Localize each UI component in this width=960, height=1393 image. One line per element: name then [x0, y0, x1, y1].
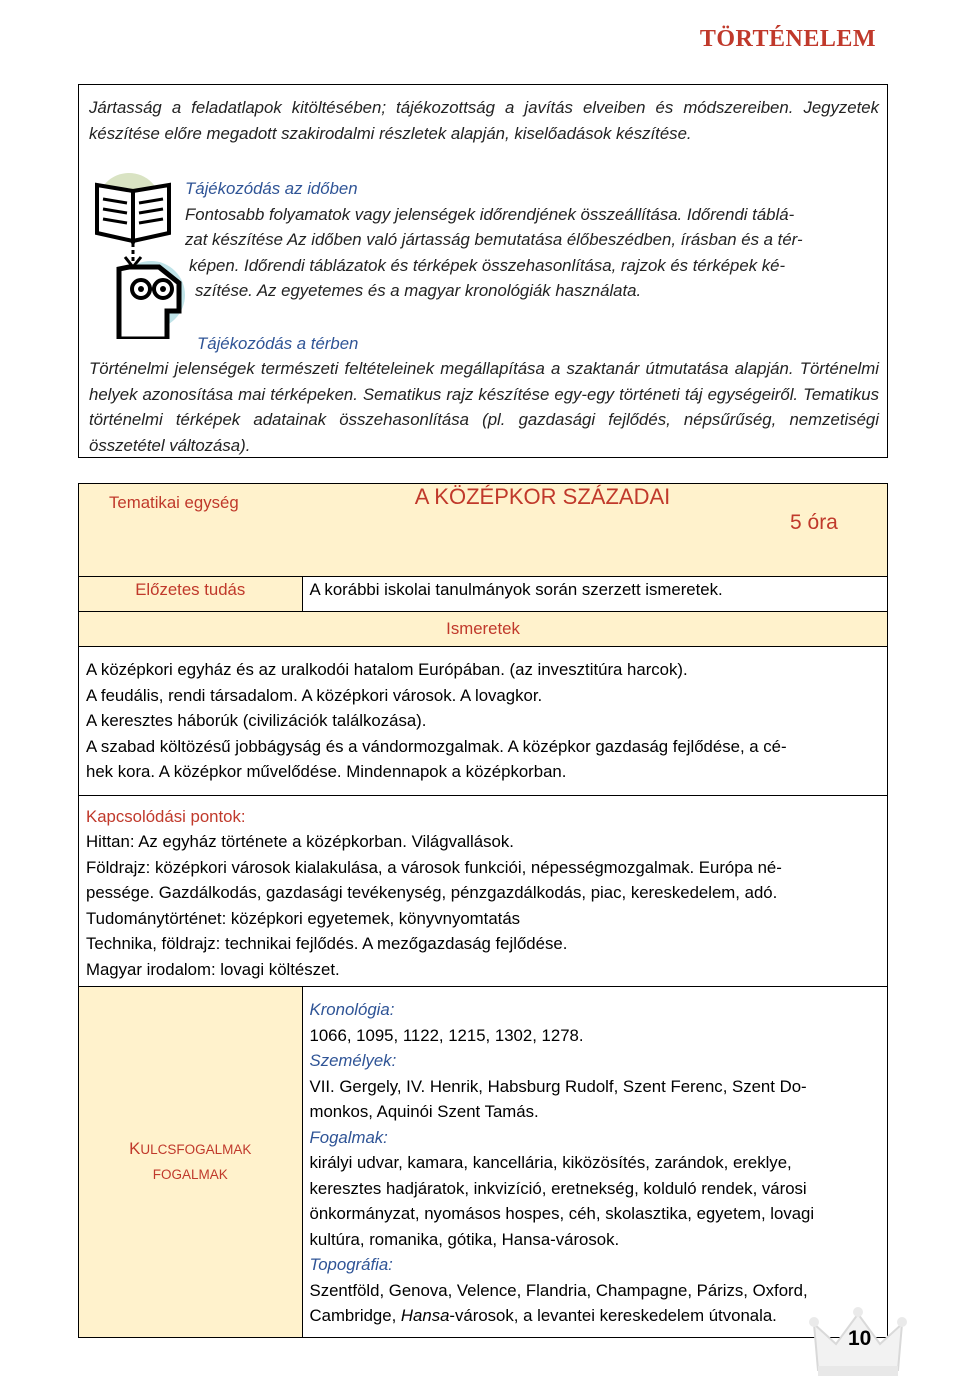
unit-label: Tematikai egység: [79, 484, 303, 577]
concepts-sub-label: Fogalmak:: [309, 1127, 388, 1147]
text-line: képen. Időrendi táblázatok és térképek összehasonlítása, rajzok és térképek ké-: [189, 256, 786, 275]
knowledge-header-row: [79, 612, 888, 647]
text-line: szítése. Az egyetemes és a magyar kronológiák használata.: [195, 281, 642, 300]
text-span: -városok, a levantei kereskedelem útvonala.: [449, 1306, 777, 1325]
list-item: A szabad költözésű jobbágyság és a vándormozgalmak. A középkor gazdaság fejlődése, a cé-: [86, 736, 787, 756]
unit-title: A KÖZÉPKOR SZÁZADAI: [302, 484, 783, 577]
text-line: zat készítése Az időben való jártasság bemutatása élőbeszédben, írásban és a tér-: [185, 230, 803, 249]
list-item: királyi udvar, kamara, kancellária, kiközösítés, zarándok, ereklye,: [309, 1153, 792, 1172]
prior-label: Előzetes tudás: [79, 577, 303, 612]
list-item: kultúra, romanika, gótika, Hansa-városok.: [309, 1229, 620, 1249]
skills-box: [78, 84, 888, 458]
knowledge-label: Ismeretek: [79, 612, 888, 647]
text-span-italic: Hansa: [400, 1306, 450, 1325]
key-label-initial: K: [129, 1138, 141, 1158]
chronology-label: Kronológia:: [309, 1000, 395, 1019]
list-item: Szentföld, Genova, Velence, Flandria, Champagne, Párizs, Oxford,: [309, 1280, 808, 1300]
section-space-body: Történelmi jelenségek természeti feltételeinek megállapítása a szaktanár útmutatása alapján. Történelmi helyek azonosítása mai térképeken. Sematikus rajz készítése egy-egy történeti táj egységeiről. Tematikus történelmi térképek adatainak összehasonlítása (pl. gazdasági fejlődés, népsűrűség, nemzetiségi összetétel változása).: [89, 359, 879, 455]
text-span: Cambridge,: [309, 1306, 401, 1325]
prior-knowledge-row: [79, 577, 888, 612]
thematic-unit-table: [78, 483, 888, 1338]
list-item: Magyar irodalom: lovagi költészet.: [86, 959, 340, 979]
list-item: [310, 1303, 881, 1329]
key-label-2: FOGALMAK: [152, 1167, 228, 1183]
concepts-label: [79, 987, 303, 1338]
unit-title-row: [79, 484, 888, 577]
list-item: hek kora. A középkor művelődése. Mindennapok a középkorban.: [86, 762, 567, 781]
list-item: monkos, Aquinói Szent Tamás.: [309, 1102, 539, 1121]
page-title: TÖRTÉNELEM: [699, 26, 876, 52]
section-space-title: Tájékozódás a térben: [197, 334, 359, 353]
concepts-content: [302, 987, 888, 1338]
list-item: Tudománytörténet: középkori egyetemek, könyvnyomtatás: [86, 908, 521, 928]
list-item: A keresztes háborúk (civilizációk találkozása).: [86, 711, 427, 730]
list-item: VII. Gergely, IV. Henrik, Habsburg Rudolf, Szent Ferenc, Szent Do-: [309, 1076, 807, 1096]
persons-label: Személyek:: [309, 1051, 397, 1070]
concepts-row: [79, 987, 888, 1338]
list-item: keresztes hadjáratok, inkvizíció, eretnekség, kolduló rendek, városi: [309, 1178, 807, 1198]
text-line: Fontosabb folyamatok vagy jelenségek időrendjének összeállítása. Időrendi táblá-: [185, 205, 795, 224]
links-list: [79, 795, 888, 987]
list-item: Hittan: Az egyház története a középkorban. Világvallások.: [86, 832, 514, 851]
links-row: [79, 795, 888, 987]
intro-text: Jártasság a feladatlapok kitöltésében; tájékozottság a javítás elveiben és módszereiben. Jegyzetek készítése előre megadott szakirodalmi részletek alapján, kiselőadások készítése.: [89, 98, 879, 143]
chronology-text: 1066, 1095, 1122, 1215, 1302, 1278.: [309, 1025, 584, 1045]
links-title: Kapcsolódási pontok:: [86, 806, 246, 826]
knowledge-row: [79, 647, 888, 796]
page-number: 10: [848, 1327, 872, 1350]
list-item: A feudális, rendi társadalom. A középkori városok. A lovagkor.: [86, 685, 543, 705]
knowledge-list: [79, 647, 888, 796]
topography-label: Topográfia:: [309, 1255, 393, 1274]
prior-text: A korábbi iskolai tanulmányok során szerzett ismeretek.: [302, 577, 888, 612]
book-reader-icon: [89, 171, 185, 339]
list-item: Földrajz: középkori városok kialakulása, a városok funkciói, népességmozgalmak. Európa né-: [86, 857, 782, 877]
section-time-title: Tájékozódás az időben: [185, 179, 358, 198]
unit-hours: 5 óra: [783, 484, 888, 577]
list-item: önkormányzat, nyomásos hospes, céh, skolasztika, egyetem, lovagi: [309, 1204, 815, 1223]
key-label-rest: ULCSFOGALMAK: [140, 1141, 252, 1157]
list-item: Technika, földrajz: technikai fejlődés. A mezőgazdaság fejlődése.: [86, 934, 568, 953]
list-item: pessége. Gazdálkodás, gazdasági tevékenység, pénzgazdálkodás, piac, kereskedelem, adó.: [86, 883, 778, 902]
list-item: A középkori egyház és az uralkodói hatalom Európában. (az invesztitúra harcok).: [86, 660, 688, 679]
